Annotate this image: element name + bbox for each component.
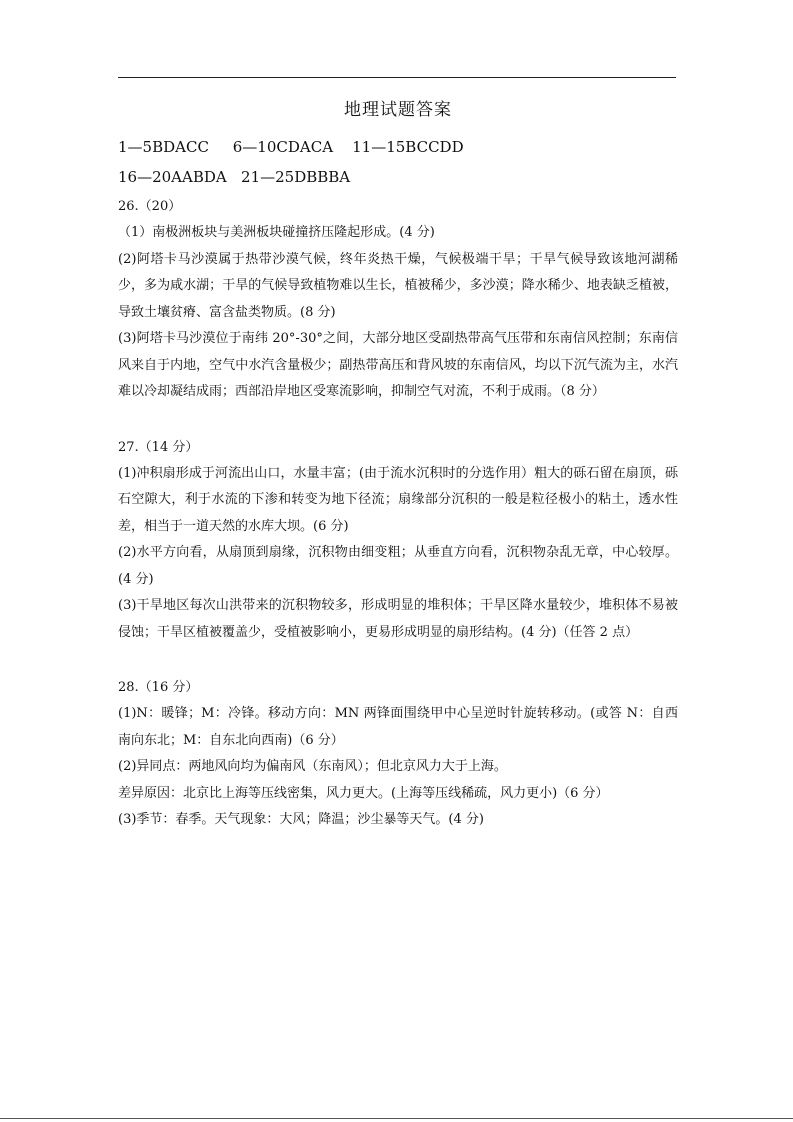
question-27-part-1: (1)冲积扇形成于河流出山口，水量丰富；(由于流水沉积时的分选作用）粗大的砾石留在扇顶，砾石空隙大，利于水流的下渗和转变为地下径流；扇缘部分沉积的一般是粒径极小的粘土，透水性差，相当于一道天然的水库大坝。(6 分) [118,465,678,534]
footer-rule [0,1118,793,1119]
question-28 [118,675,678,834]
question-28-part-2-similarity: (2)异同点：两地风向均为偏南风（东南风）；但北京风力大于上海。 [118,759,507,774]
document-title: 地理试题答案 [344,100,452,120]
question-26 [118,194,678,406]
question-26-part-1: （1）南极洲板块与美洲板块碰撞挤压隆起形成。(4 分) [118,225,435,240]
spacer [118,406,678,433]
header-rule [118,77,676,78]
answer-key-line-1: 1—5BDACC 6—10CDACA 11—15BCCDD [118,138,464,156]
answer-key-line-2: 16—20AABDA 21—25DBBBA [118,168,351,186]
question-27 [118,435,678,647]
question-26-part-3: (3)阿塔卡马沙漠位于南纬 20°-30°之间，大部分地区受副热带高气压带和东南信风控制；东南信风来自于内地，空气中水汽含量极少；副热带高压和背风坡的东南信风，均以下沉气流为主，水汽难以冷却凝结成雨；西部沿岸地区受寒流影响，抑制空气对流，不利于成雨。（8 分） [118,331,678,399]
question-27-part-2: (2)水平方向看，从扇顶到扇缘，沉积物由细变粗；从垂直方向看，沉积物杂乱无章，中心较厚。(4 分) [118,545,678,587]
question-26-part-2: (2)阿塔卡马沙漠属于热带沙漠气候，终年炎热干燥，气候极端干旱；干旱气候导致该地河湖稀少，多为咸水湖；干旱的气候导致植物难以生长，植被稀少，多沙漠；降水稀少、地表缺乏植被，导致土壤贫瘠、富含盐类物质。(8 分) [118,251,678,320]
question-28-header: 28.（16 分） [118,680,199,695]
question-26-header: 26.（20） [118,199,182,214]
question-28-part-3: (3)季节：春季。天气现象：大风；降温；沙尘暴等天气。(4 分) [118,812,484,827]
question-28-part-2-reason: 差异原因：北京比上海等压线密集，风力更大。(上海等压线稀疏，风力更小)（6 分） [118,785,609,801]
question-27-part-3: (3)干旱地区每次山洪带来的沉积物较多，形成明显的堆积体；干旱区降水量较少，堆积体不易被侵蚀；干旱区植被覆盖少，受植被影响小，更易形成明显的扇形结构。(4 分)（任答 2 点） [118,598,678,640]
spacer [118,646,678,673]
question-27-header: 27.（14 分） [118,439,199,455]
answer-sheet [118,96,678,834]
question-28-part-1: (1)N：暖锋；M：冷锋。移动方向：MN 两锋面围绕甲中心呈逆时针旋转移动。(或答 N：自西南向东北；M：自东北向西南)（6 分） [118,706,678,748]
